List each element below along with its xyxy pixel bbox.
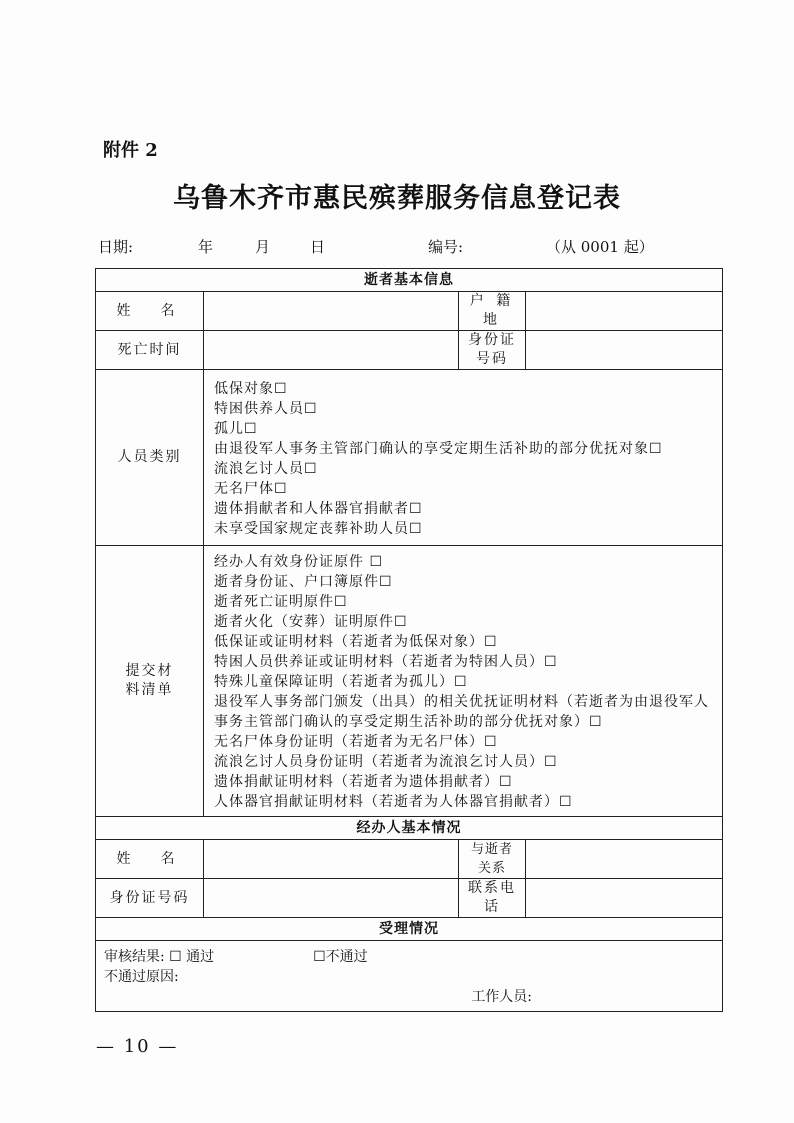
day-label: 日 xyxy=(310,238,326,256)
phone-label: 联系电话 xyxy=(459,879,526,918)
number-label: 编号: xyxy=(428,238,464,256)
material-item[interactable]: 遗体捐献证明材料（若逝者为遗体捐献者）☐ xyxy=(214,774,513,790)
category-item[interactable]: 特困供养人员☐ xyxy=(214,400,318,417)
material-item[interactable]: 逝者死亡证明原件☐ xyxy=(214,594,348,610)
category-item[interactable]: 孤儿☐ xyxy=(214,420,258,437)
registration-table xyxy=(95,268,723,1012)
material-item[interactable]: 逝者火化（安葬）证明原件☐ xyxy=(214,614,408,630)
deceased-name-label: 姓 名 xyxy=(96,292,204,331)
household-field[interactable] xyxy=(526,292,723,331)
materials-label-line2: 料清单 xyxy=(125,682,174,698)
material-item[interactable]: 逝者身份证、户口簿原件☐ xyxy=(214,574,393,590)
material-item[interactable]: 经办人有效身份证原件 ☐ xyxy=(214,554,384,570)
category-item[interactable]: 未享受国家规定丧葬补助人员☐ xyxy=(214,520,423,537)
category-item[interactable]: 由退役军人事务主管部门确认的享受定期生活补助的部分优抚对象☐ xyxy=(214,440,663,457)
death-time-field[interactable] xyxy=(204,331,459,370)
material-item[interactable]: 特殊儿童保障证明（若逝者为孤儿）☐ xyxy=(214,674,468,690)
review-result-row xyxy=(104,947,714,967)
materials-label xyxy=(96,546,204,817)
category-label: 人员类别 xyxy=(96,370,204,546)
year-label: 年 xyxy=(198,238,214,256)
date-label: 日期: xyxy=(98,238,134,256)
category-item[interactable]: 低保对象☐ xyxy=(214,380,288,397)
category-item[interactable]: 遗体捐献者和人体器官捐献者☐ xyxy=(214,500,423,517)
material-item[interactable]: 流浪乞讨人员身份证明（若逝者为流浪乞讨人员）☐ xyxy=(214,754,558,770)
form-title: 乌鲁木齐市惠民殡葬服务信息登记表 xyxy=(173,183,621,214)
category-item[interactable]: 流浪乞讨人员☐ xyxy=(214,460,318,477)
materials-label-line1: 提交材 xyxy=(125,663,174,679)
death-time-label: 死亡时间 xyxy=(96,331,204,370)
deceased-id-field[interactable] xyxy=(526,331,723,370)
material-item[interactable]: 无名尸体身份证明（若逝者为无名尸体）☐ xyxy=(214,734,498,750)
acceptance-cell xyxy=(96,941,723,1012)
material-item[interactable]: 退役军人事务部门颁发（出具）的相关优抚证明材料（若逝者为由退役军人事务主管部门确认的享受定期生活补助的部分优抚对象）☐ xyxy=(214,694,709,730)
category-item[interactable]: 无名尸体☐ xyxy=(214,480,288,497)
material-item[interactable]: 特困人员供养证或证明材料（若逝者为特困人员）☐ xyxy=(214,654,558,670)
household-label: 户 籍 地 xyxy=(459,292,526,331)
agent-id-field[interactable] xyxy=(204,879,459,918)
number-hint: （从 0001 起） xyxy=(546,238,654,256)
relation-label: 与逝者关系 xyxy=(459,840,526,879)
date-row xyxy=(98,236,718,258)
material-item[interactable]: 人体器官捐献证明材料（若逝者为人体器官捐献者）☐ xyxy=(214,794,573,810)
category-list xyxy=(204,370,723,546)
material-item[interactable]: 低保证或证明材料（若逝者为低保对象）☐ xyxy=(214,634,498,650)
agent-name-field[interactable] xyxy=(204,840,459,879)
deceased-section-header: 逝者基本信息 xyxy=(96,269,723,292)
deceased-name-field[interactable] xyxy=(204,292,459,331)
reject-reason-label: 不通过原因: xyxy=(104,969,179,985)
page-number: — 10 — xyxy=(96,1036,179,1057)
materials-list xyxy=(204,546,723,817)
worker-label: 工作人员: xyxy=(471,989,533,1005)
agent-id-label: 身份证号码 xyxy=(96,879,204,918)
deceased-id-label: 身份证号码 xyxy=(459,331,526,370)
phone-field[interactable] xyxy=(526,879,723,918)
fail-checkbox[interactable]: ☐不通过 xyxy=(313,949,368,965)
review-result-label: 审核结果: xyxy=(104,949,165,965)
agent-name-label: 姓 名 xyxy=(96,840,204,879)
month-label: 月 xyxy=(255,238,271,256)
pass-checkbox[interactable]: ☐ 通过 xyxy=(169,949,215,965)
agent-section-header: 经办人基本情况 xyxy=(96,817,723,840)
acceptance-section-header: 受理情况 xyxy=(96,918,723,941)
attachment-label: 附件 2 xyxy=(103,140,158,161)
relation-field[interactable] xyxy=(526,840,723,879)
